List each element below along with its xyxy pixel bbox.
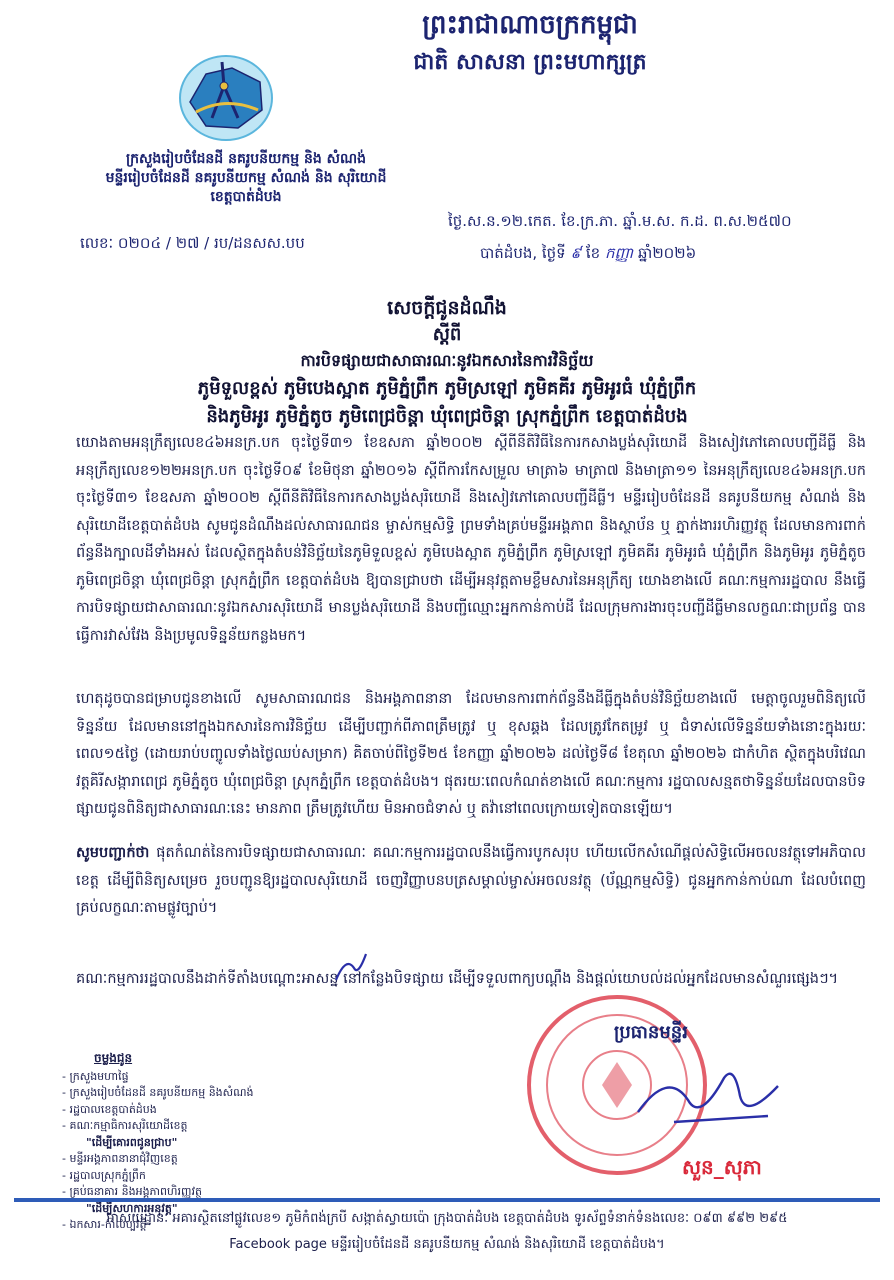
solar-date xyxy=(480,244,860,266)
solar-day: ៩ xyxy=(570,244,582,262)
solar-date-prefix: បាត់ដំបង, ថ្ងៃទី xyxy=(480,244,566,262)
recipient-item: - រដ្ឋបាលខេត្តបាត់ដំបង xyxy=(62,1102,157,1116)
body-paragraph-3-lead: សូមបញ្ជាក់ថា xyxy=(76,845,150,861)
body-paragraph-3-text: ផុតកំណត់នៃការបិទផ្សាយជាសាធារណៈ គណៈកម្មការរដ្ឋបាលនឹងធ្វើការបូកសរុប ហើយលើកសំណើផ្តល់សិទ្ធិលើអចលនវត្ថុទៅអភិបាលខេត្ត ដើម្បីពិនិត្យសម្រេច រួចបញ្ជូនឱ្យរដ្ឋបាលសុរិយោដី ចេញវិញ្ញាបនបត្រសម្គាល់ម្ចាស់អចលនវត្ថុ (ប័ណ្ណកម្មសិទ្ធិ) ជូនអ្នកកាន់កាប់ណា ដែលបំពេញគ្រប់លក្ខណៈតាមផ្លូវច្បាប់។ xyxy=(76,845,866,916)
recipient-item: - ឯកសារ-កាលប្បវត្តិ xyxy=(62,1218,147,1231)
solar-year: ឆ្នាំ២០២៦ xyxy=(638,244,697,262)
recipient-item: - រដ្ឋបាលស្រុកភ្នំព្រឹក xyxy=(62,1168,146,1182)
reference-number: លេខៈ ០២០៤ / ២៧ / រប/ដនសស.បប xyxy=(80,234,305,252)
ministry-block xyxy=(76,150,416,207)
lunar-date: ថ្ងៃ.ស.ន.១២.កេត. ខែ.ក្រ.ភា. ឆ្នាំ.ម.ស. ក.ដ. ព.ស.២៥៧០ xyxy=(448,212,792,230)
recipients-purpose-2: "ដើម្បីសហការអនុវត្ត" xyxy=(86,1201,178,1215)
subject-line-3: និងភូមិអូរ ភូមិភ្នំតូច ភូមិពេជ្រចិន្តា ឃុំពេជ្រចិន្តា ស្រុកភ្នំព្រឹក ខេត្តបាត់ដំបង xyxy=(206,406,688,427)
body-paragraph-4: គណៈកម្មការរដ្ឋបាលនឹងដាក់ទីតាំងបណ្តោះអាសន្ន នៅកន្លែងបិទផ្សាយ ដើម្បីទទួលពាក្យបណ្តឹង និងផ្តល់យោបល់ដល់អ្នកដែលមានសំណួរផ្សេងៗ។ xyxy=(76,971,839,987)
solar-month: កញ្ញា xyxy=(604,244,634,262)
recipient-item: - មន្ទីរអង្គភាពនានាជុំវិញខេត្ត xyxy=(62,1152,178,1165)
footer-address: អាសយដ្ឋានៈ អគារស្ថិតនៅផ្លូវលេខ១ ភូមិកំពង់ក្របី សង្កាត់ស្វាយប៉ោ ក្រុងបាត់ដំបង ខេត្តបាត់ដំបង ទូរស័ព្ទទំនាក់ទំនងលេខៈ ០៩៣ ៩៩២ ២៩៥ xyxy=(106,1211,788,1226)
recipient-item: - គណៈកម្មាធិការសុរិយោដីខេត្ត xyxy=(62,1119,188,1132)
recipient-item: - គ្រប់ធនាគារ និងអង្គភាពហិរញ្ញវត្ថុ xyxy=(62,1185,202,1198)
footer-divider xyxy=(14,1198,880,1202)
ministry-line-1: ក្រសួងរៀបចំដែនដី នគរូបនីយកម្ម និង សំណង់ xyxy=(125,151,366,167)
signer-name: សួន_សុភា xyxy=(682,1155,762,1179)
handwritten-signature-icon xyxy=(628,1060,808,1140)
recipients-purpose-1: "ដើម្បីគោរពជូនជ្រាប" xyxy=(86,1135,178,1149)
ministry-line-2: មន្ទីររៀបចំដែនដី នគរូបនីយកម្ម សំណង់ និង សុរិយោដី xyxy=(105,170,387,186)
recipient-item: - ក្រសួងរៀបចំដែនដី នគរូបនីយកម្ម និងសំណង់ xyxy=(62,1086,254,1099)
recipients-list xyxy=(62,1050,392,1234)
document-type: សេចក្តីជូនដំណឹង xyxy=(387,297,507,319)
recipients-heading: ចម្លងជូន xyxy=(94,1051,133,1065)
body-paragraph-2: ហេតុដូចបានជម្រាបជូនខាងលើ សូមសាធារណជន និងអង្គភាពនានា ដែលមានការពាក់ព័ន្ធនឹងដីធ្លីក្នុងតំបន់វិនិច្ឆ័យខាងលើ មេត្តាចូលរួមពិនិត្យលើទិន្នន័យ ដែលមាននៅក្នុងឯកសារនៃការវិនិច្ឆ័យ ដើម្បីបញ្ជាក់ពីភាពត្រឹមត្រូវ ឬ ខុសឆ្គង ដែលត្រូវកែតម្រូវ ឬ ជំទាស់លើទិន្នន័យទាំងនោះក្នុងរយៈពេល១៥ថ្ងៃ (ដោយរាប់បញ្ចូលទាំងថ្ងៃឈប់សម្រាក) គិតចាប់ពីថ្ងៃទី២៥ ខែកញ្ញា ឆ្នាំ២០២៦ ដល់ថ្ងៃទី៨ ខែតុលា ឆ្នាំ២០២៦ ជាកំហិត ស្ថិតក្នុងបរិវេណវត្តគិរីសង្ការាពេជ្រ ភូមិភ្នំតូច ឃុំពេជ្រចិន្តា ស្រុកភ្នំព្រឹក ខេត្តបាត់ដំបង។ ផុតរយៈពេលកំណត់ខាងលើ គណៈកម្មការ រដ្ឋបាលសន្មតថាទិន្នន័យដែលបានបិទផ្សាយជូនពិនិត្យជាសាធារណៈនេះ មានភាព ត្រឹមត្រូវហើយ មិនអាចជំទាស់ ឬ តវ៉ានៅពេលក្រោយទៀតបានឡើយ។ xyxy=(76,691,866,817)
signatory-title: ប្រធានមន្ទីរ xyxy=(614,1022,688,1043)
subject-line-1: ការបិទផ្សាយជាសាធារណៈនូវឯកសារនៃការវិនិច្ឆ័យ xyxy=(300,351,594,370)
ministry-logo-icon xyxy=(176,52,276,144)
kingdom-title: ព្រះរាជាណាចក្រកម្ពុជា xyxy=(422,10,638,40)
about-label: ស្តីពី xyxy=(432,324,462,345)
recipient-item: - ក្រសួងមហាផ្ទៃ xyxy=(62,1069,129,1083)
solar-month-label: ខែ xyxy=(585,244,601,262)
national-motto: ជាតិ សាសនា ព្រះមហាក្សត្រ xyxy=(413,50,647,75)
ministry-line-3: ខេត្តបាត់ដំបង xyxy=(210,189,282,205)
initials-mark-icon xyxy=(332,950,372,986)
subject-line-2: ភូមិទួលខ្ពស់ ភូមិបេងស្អាត ភូមិភ្នំព្រឹក ភូមិស្រឡៅ ភូមិគគីរ ភូមិអូរធំ ឃុំភ្នំព្រឹក xyxy=(197,378,697,399)
footer-facebook-page: Facebook page មន្ទីររៀបចំដែនដី នគរូបនីយកម្ម សំណង់ និងសុរិយោដី ខេត្តបាត់ដំបង។ xyxy=(229,1237,665,1252)
body-paragraph-3 xyxy=(76,840,866,952)
body-paragraph-1: យោងតាមអនុក្រឹត្យលេខ៤៦អនក្រ.បក ចុះថ្ងៃទី៣១ ខែឧសភា ឆ្នាំ២០០២ ស្តីពីនីតិវិធីនៃការកសាងប្លង់សុរិយោដី និងសៀវភៅគោលបញ្ជីដីធ្លី និងអនុក្រឹត្យលេខ១២២អនក្រ.បក ចុះថ្ងៃទី០៩ ខែមិថុនា ឆ្នាំ២០១៦ ស្តីពីការកែសម្រួល មាត្រា៦ មាត្រា៧ និងមាត្រា១១ នៃអនុក្រឹត្យលេខ៤៦អនក្រ.បក ចុះថ្ងៃទី៣១ ខែឧសភា ឆ្នាំ២០០២ ស្តីពីនីតិវិធីនៃការកសាងប្លង់សុរិយោដី និងសៀវភៅគោលបញ្ជីដីធ្លី។ មន្ទីររៀបចំដែនដី នគរូបនីយកម្ម សំណង់ និងសុរិយោដីខេត្តបាត់ដំបង សូមជូនដំណឹងដល់សាធារណជន ម្ចាស់កម្មសិទ្ធិ ព្រមទាំងគ្រប់មន្ទីរអង្គភាព និងស្ថាប័ន ឬ ភ្នាក់ងាររហិរញ្ញវត្ថុ ដែលមានការពាក់ព័ន្ធនឹងក្បាលដីទាំងអស់ ដែលស្ថិតក្នុងតំបន់វិនិច្ឆ័យនៃភូមិទួលខ្ពស់ ភូមិបេងស្អាត ភូមិភ្នំព្រឹក ភូមិស្រឡៅ ភូមិគគីរ ភូមិអូរធំ ឃុំភ្នំព្រឹក និងភូមិអូរ ភូមិភ្នំតូច ភូមិពេជ្រចិន្តា ឃុំពេជ្រចិន្តា ស្រុកភ្នំព្រឹក ខេត្តបាត់ដំបង ឱ្យបានជ្រាបថា ដើម្បីអនុវត្តតាមខ្លឹមសារនៃអនុក្រឹត្យ យោងខាងលើ គណៈកម្មការរដ្ឋបាល នឹងធ្វើការបិទផ្សាយជាសាធារណៈនូវឯកសារសុរិយោដី មានប្លង់សុរិយោដី និងបញ្ជីឈ្មោះអ្នកកាន់កាប់ដី ដែលក្រុមការងារចុះបញ្ជីដីធ្លីមានលក្ខណៈជាប្រព័ន្ធ បានធ្វើការវាស់វែង និងប្រមូលទិន្នន័យកន្លងមក។ xyxy=(76,435,866,644)
